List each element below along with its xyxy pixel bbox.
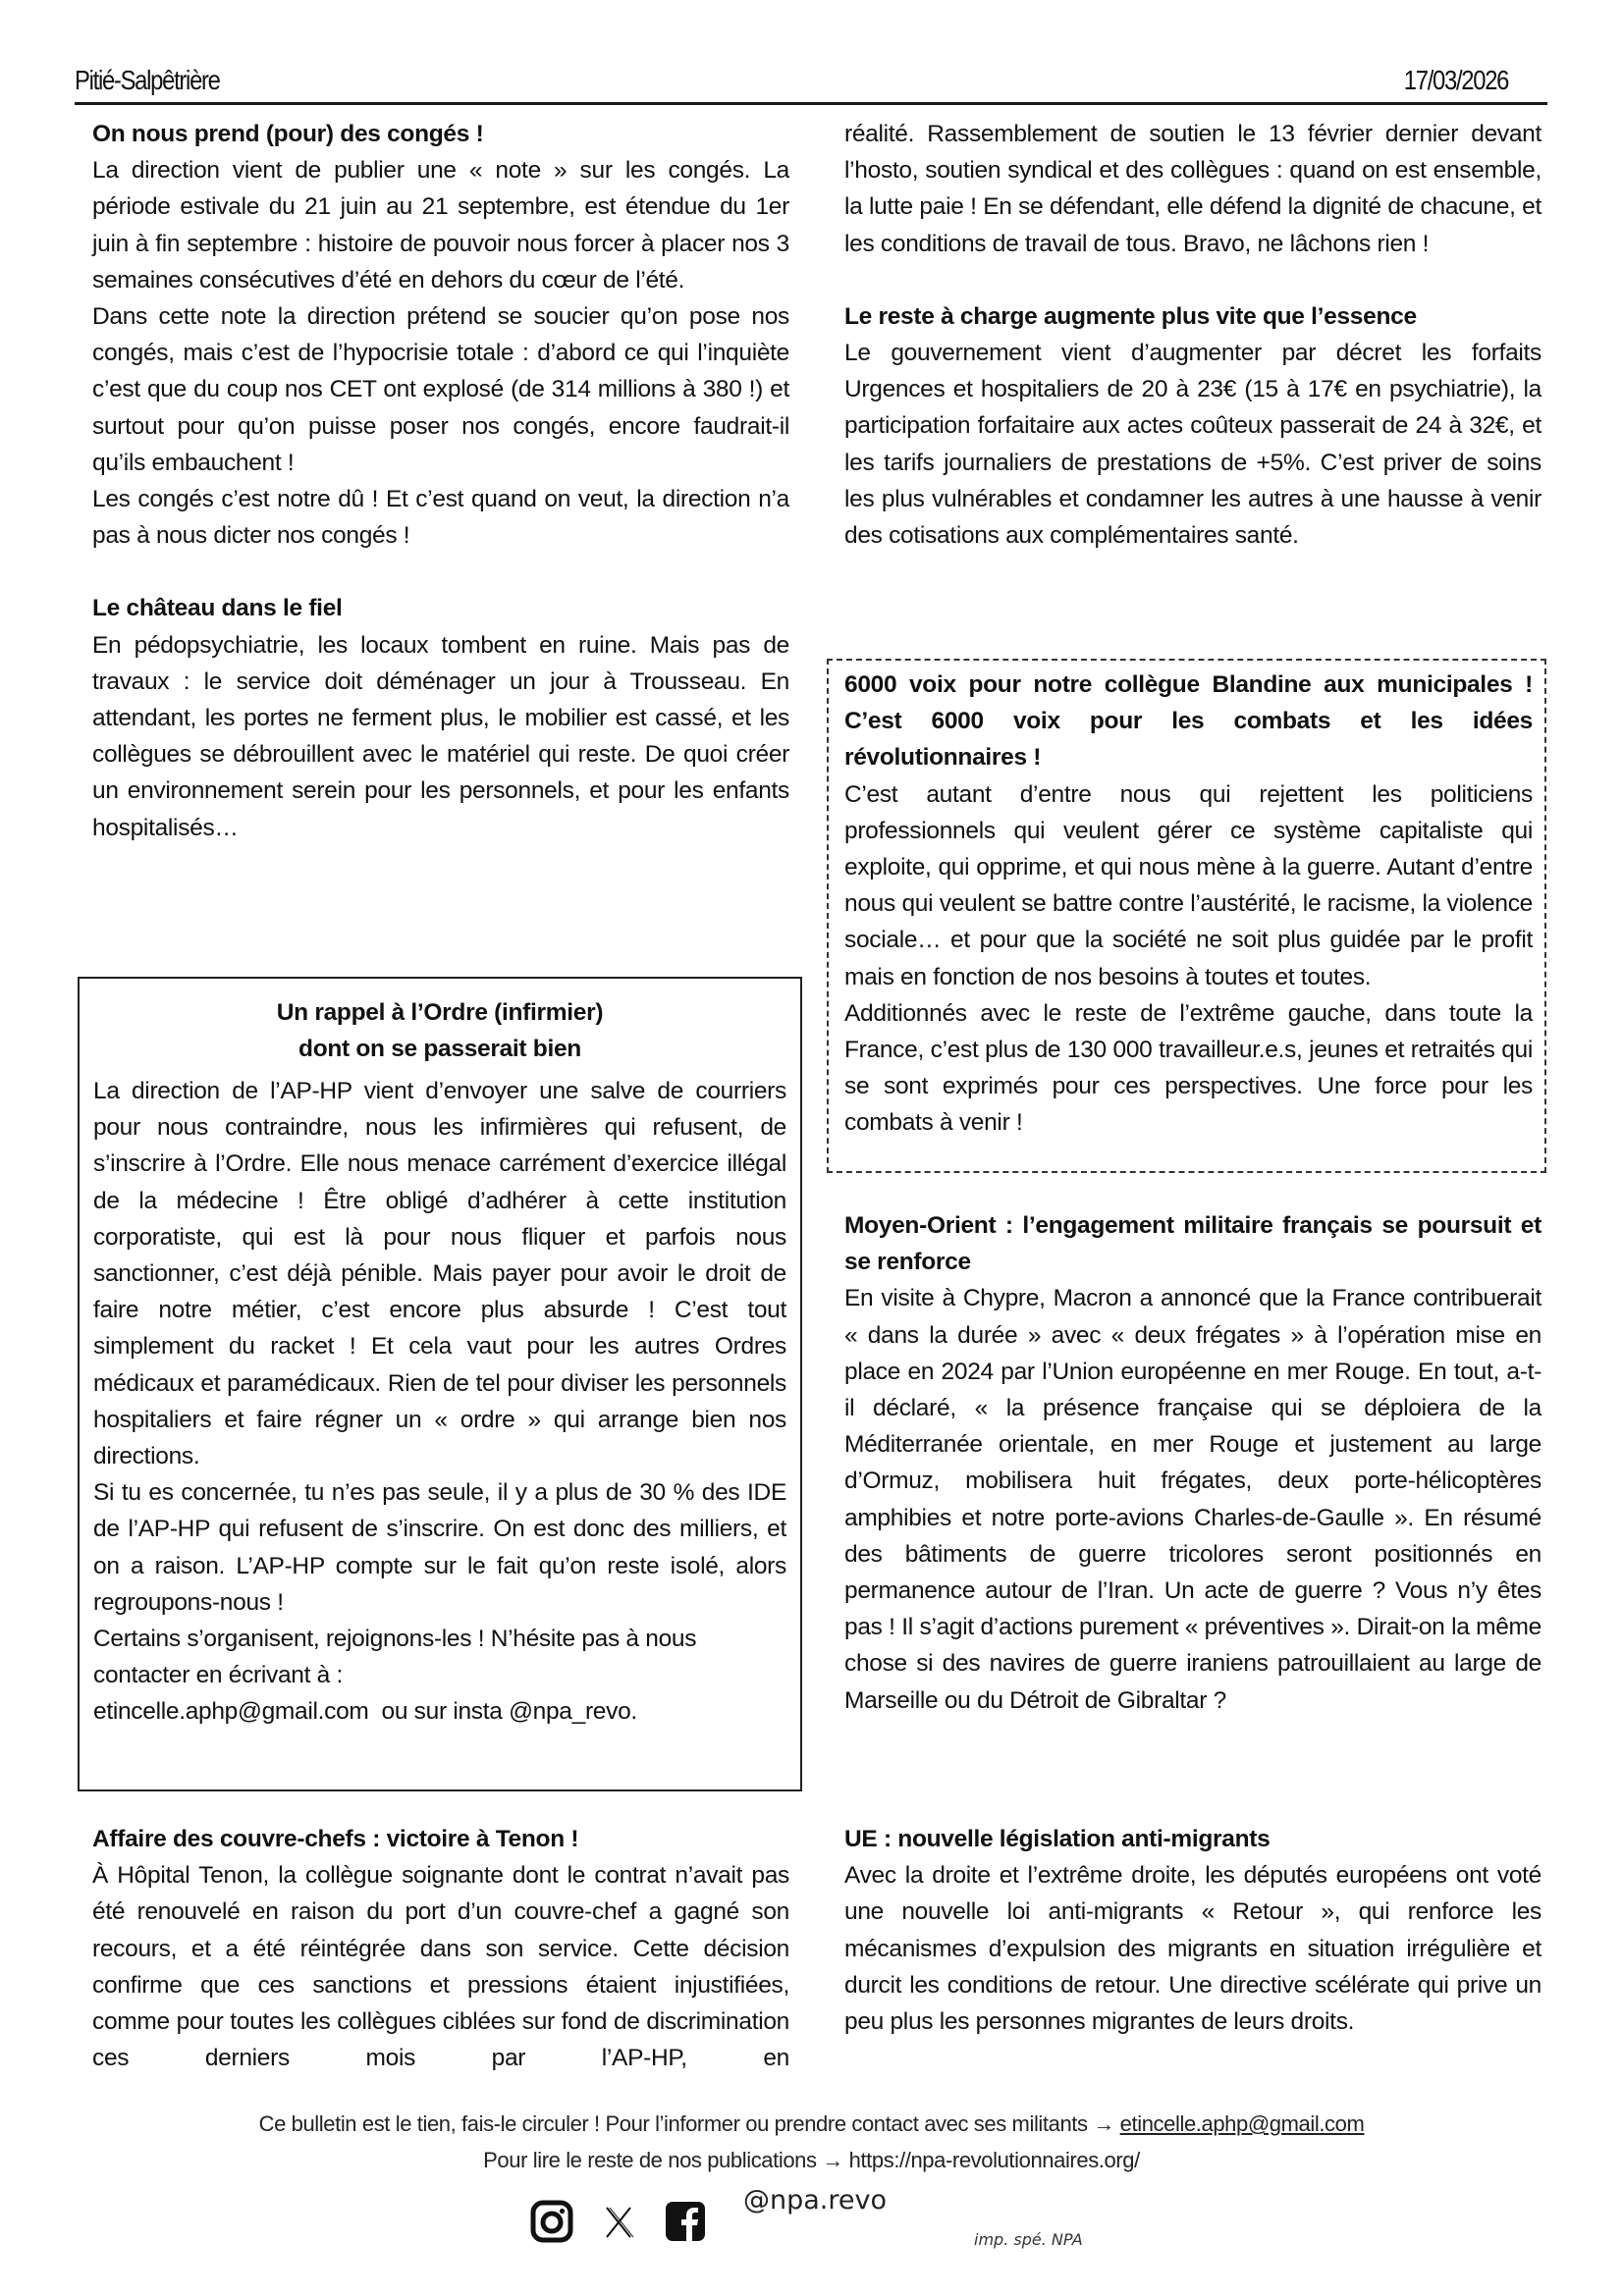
left-column bbox=[92, 116, 789, 846]
footer-email-link[interactable]: etincelle.aphp@gmail.com bbox=[1119, 2111, 1365, 2136]
article-couvrechefs bbox=[92, 1821, 789, 2076]
social-handle: @npa.revo bbox=[743, 2185, 887, 2216]
x-icon[interactable] bbox=[597, 2200, 640, 2243]
article-paragraph: Avec la droite et l’extrême droite, les députés européens ont voté une nouvelle loi anti-migrants « Retour », qui renforce les mécanismes d’expulsion des migrants en situation irrégulière et durcit les conditions de retour. Une directive scélérate qui prive un peu plus les personnes migrantes de leurs droits. bbox=[844, 1862, 1542, 2036]
social-icons bbox=[530, 2197, 707, 2246]
article-paragraph: C’est autant d’entre nous qui rejettent les politiciens professionnels qui veulent gérer ce système capitaliste qui exploite, qui opprime, et qui nous mène à la guerre. Autant d’entre nous qui veulent se battre contre l’austérité, le racisme, la violence sociale… et pour que la société ne soit plus guidée par le profit mais en fonction de nos besoins à toutes et toutes. bbox=[844, 780, 1533, 990]
issue-date: 17/03/2026 bbox=[1403, 65, 1508, 95]
box-title-line1: Un rappel à l’Ordre (infirmier) bbox=[276, 999, 604, 1026]
article-title: Affaire des couvre-chefs : victoire à Tenon ! bbox=[92, 1826, 579, 1852]
contact-line: etincelle.aphp@gmail.com ou sur insta @npa_revo. bbox=[93, 1698, 637, 1726]
article-title: On nous prend (pour) des congés ! bbox=[92, 121, 484, 147]
facebook-icon[interactable] bbox=[664, 2200, 707, 2243]
page-header bbox=[75, 61, 1547, 105]
footer-website: Pour lire le reste de nos publications → https://npa-revolutionnaires.org/ bbox=[483, 2148, 1140, 2172]
box-title-line2: dont on se passerait bien bbox=[298, 1036, 581, 1062]
footer-contact bbox=[0, 2111, 1623, 2137]
article-ue bbox=[844, 1821, 1542, 2040]
article-title: UE : nouvelle législation anti-migrants bbox=[844, 1826, 1271, 1852]
article-title: Le reste à charge augmente plus vite que l’essence bbox=[844, 302, 1417, 330]
article-paragraph: En visite à Chypre, Macron a annoncé que la France contribuerait « dans la durée » avec « deux frégates » à l’opération mise en place en 2024 par l’Union européenne en mer Rouge. En tout, a-t-il déclaré, « la présence française qui se déploiera de la Méditerranée orientale, en mer Rouge et justement au large d’Ormuz, mobilisera huit frégates, deux porte-hélicoptères amphibies et notre porte-avions Charles-de-Gaulle ». En résumé des bâtiments de guerre tricolores seront positionnés en permanence autour de l’Iran. Un acte de guerre ? Vous n’y êtes pas ! Il s’agit d’actions purement « préventives ». Dirait-on la même chose si des navires de guerre iraniens patrouillaient au large de Marseille ou du Détroit de Gibraltar ? bbox=[844, 1285, 1542, 1714]
article-blandine-box bbox=[827, 659, 1546, 1173]
article-paragraph: Les congés c’est notre dû ! Et c’est quand on veut, la direction n’a pas à nous dicter nos congés ! bbox=[92, 486, 789, 550]
article-title: Moyen-Orient : l’engagement militaire français se poursuit et se renforce bbox=[844, 1212, 1542, 1276]
article-paragraph: Dans cette note la direction prétend se soucier qu’on pose nos congés, mais c’est de l’hypocrisie totale : d’abord ce qui l’inquiète c’est que du coup nos CET ont explosé (de 314 millions à 380 !) et surtout pour qu’on puisse poser nos congés, encore faudrait-il qu’ils embauchent ! bbox=[92, 303, 789, 476]
article-moyen-orient bbox=[844, 1207, 1542, 1719]
site-name: Pitié-Salpêtrière bbox=[75, 65, 220, 95]
footer-contact-text: Ce bulletin est le tien, fais-le circuler ! Pour l’informer ou prendre contact avec ses militants → bbox=[258, 2111, 1120, 2136]
article-reste-a-charge bbox=[844, 298, 1542, 554]
instagram-icon[interactable] bbox=[530, 2200, 573, 2243]
box-title bbox=[93, 994, 786, 1067]
article-chateau bbox=[92, 590, 789, 845]
article-couvrechefs-continued bbox=[844, 116, 1542, 262]
article-paragraph: À Hôpital Tenon, la collègue soignante dont le contrat n’avait pas été renouvelé en raison du port d’un couvre-chef a gagné son recours, et a été réintégrée dans son service. Cette décision confirme que ces sanctions et pressions étaient injustifiées, comme pour toutes les collègues ciblées sur fond de discrimination ces derniers mois par l’AP-HP, en bbox=[92, 1862, 789, 2072]
article-paragraph: La direction vient de publier une « note » sur les congés. La période estivale du 21 juin au 21 septembre, est étendue du 1er juin à fin septembre : histoire de pouvoir nous forcer à placer nos 3 semaines consécutives d’été en dehors du cœur de l’été. bbox=[92, 157, 789, 294]
article-paragraph: Certains s’organisent, rejoignons-les ! N’hésite pas à nous contacter en écrivant à : bbox=[93, 1626, 697, 1689]
article-paragraph: La direction de l’AP-HP vient d’envoyer une salve de courriers pour nous contraindre, nous les infirmières qui refusent, de s’inscrire à l’Ordre. Elle nous menace carrément d’exercice illégal de la médecine ! Être obligé d’adhérer à cette institution corporatiste, qui est là pour nous fliquer et parfois nous sanctionner, c’est déjà pénible. Mais payer pour avoir le droit de faire notre métier, c’est encore plus absurde ! C’est tout simplement du racket ! Et cela vaut pour les autres Ordres médicaux et paramédicaux. Rien de tel pour diviser les personnels hospitaliers et faire régner un « ordre » qui arrange bien nos directions. bbox=[93, 1078, 786, 1470]
article-paragraph: réalité. Rassemblement de soutien le 13 février dernier devant l’hosto, soutien syndical et des collègues : quand on est ensemble, la lutte paie ! En se défendant, elle défend la dignité de chacune, et les conditions de travail de tous. Bravo, ne lâchons rien ! bbox=[844, 121, 1542, 257]
article-paragraph: En pédopsychiatrie, les locaux tombent en ruine. Mais pas de travaux : le service doit déménager un jour à Trousseau. En attendant, les portes ne ferment plus, le mobilier est cassé, et les collègues se débrouillent avec le matériel qui reste. De quoi créer un environnement serein pour les personnels, et pour les enfants hospitalisés… bbox=[92, 631, 789, 841]
imprint-note: imp. spé. NPA bbox=[974, 2230, 1083, 2249]
article-title: Le château dans le fiel bbox=[92, 595, 343, 622]
box-title: 6000 voix pour notre collègue Blandine aux municipales ! C’est 6000 voix pour les combats et les idées révolutionnaires ! bbox=[844, 671, 1533, 772]
article-conges bbox=[92, 116, 789, 554]
article-paragraph: Additionnés avec le reste de l’extrême gauche, dans toute la France, c’est plus de 130 000 travailleur.e.s, jeunes et retraités qui se sont exprimés pour ces perspectives. Une force pour les combats à venir ! bbox=[844, 999, 1533, 1137]
article-paragraph: Le gouvernement vient d’augmenter par décret les forfaits Urgences et hospitaliers de 20 à 23€ (15 à 17€ en psychiatrie), la participation forfaitaire aux actes coûteux passerait de 24 à 32€, et les tarifs journaliers de prestations de +5%. C’est priver de soins les plus vulnérables et condamner les autres à une hausse à venir des cotisations aux complémentaires santé. bbox=[844, 340, 1542, 550]
article-paragraph: Si tu es concernée, tu n’es pas seule, il y a plus de 30 % des IDE de l’AP-HP qui refusent de s’inscrire. On est donc des milliers, et on a raison. L’AP-HP compte sur le fait qu’on reste isolé, alors regroupons-nous ! bbox=[93, 1479, 786, 1616]
right-column bbox=[844, 116, 1542, 554]
article-ordre-box bbox=[78, 977, 802, 1791]
